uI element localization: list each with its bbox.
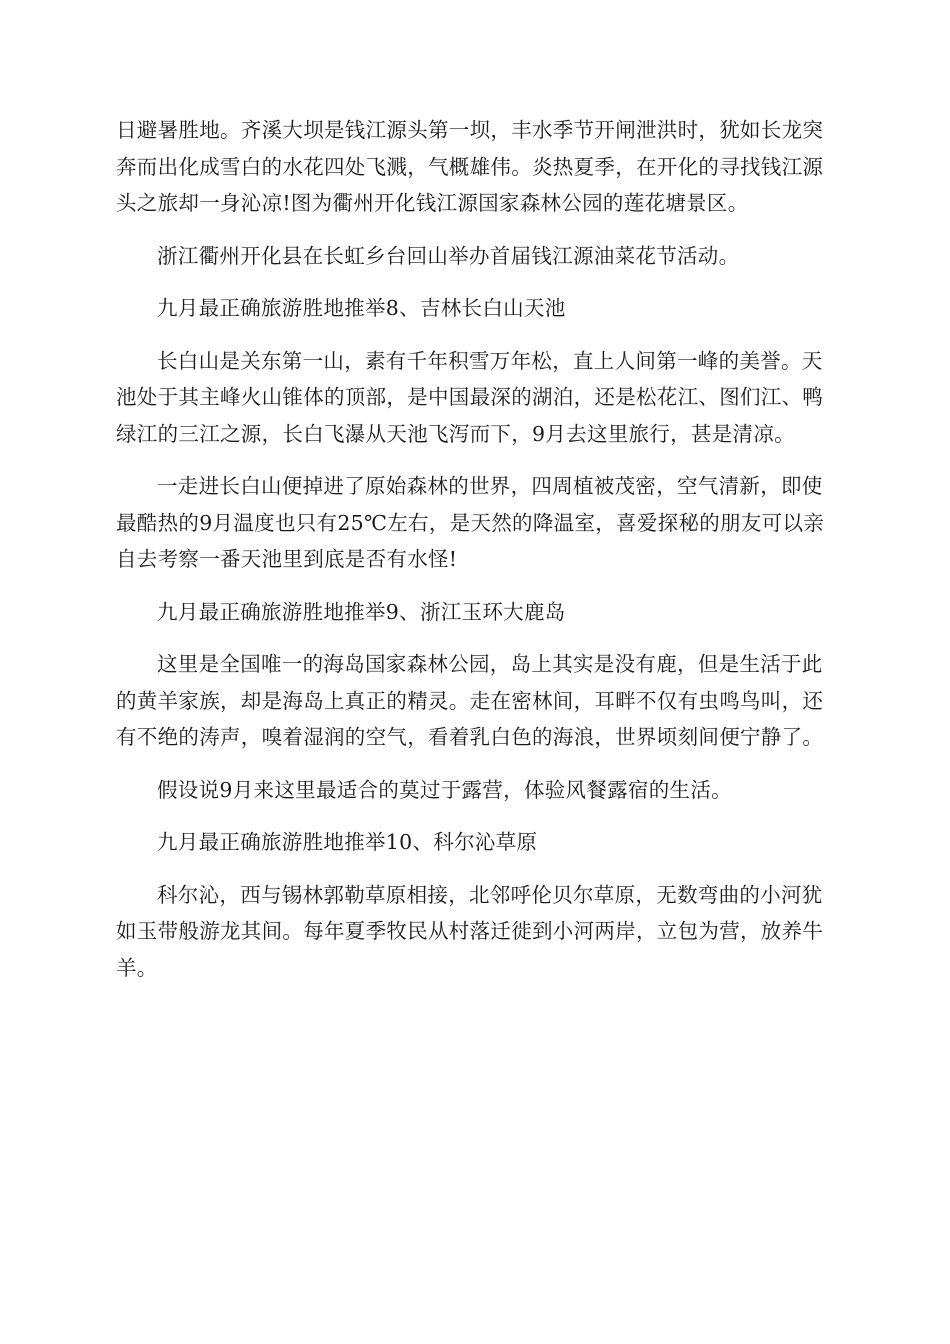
- heading-recommendation-10: 九月最正确旅游胜地推举10、科尔沁草原: [157, 830, 538, 854]
- paragraph-rapeseed-festival: 浙江衢州开化县在长虹乡台回山举办首届钱江源油菜花节活动。: [157, 243, 740, 268]
- paragraph-camping: 假设说9月来这里最适合的莫过于露营，体验风餐露宿的生活。: [157, 777, 732, 802]
- heading-recommendation-8: 九月最正确旅游胜地推举8、吉林长白山天池: [157, 296, 566, 320]
- document-body: [116, 112, 836, 986]
- paragraph-changbai-forest: 一走进长白山便掉进了原始森林的世界，四周植被茂密，空气清新，即使最酷热的9月温度也只有25℃左右，是天然的降温室，喜爱探秘的朋友可以亲自去考察一番天池里到底是否有水怪!: [116, 474, 825, 571]
- paragraph-horqin: 科尔沁，西与锡林郭勒草原相接，北邻呼伦贝尔草原，无数弯曲的小河犹如玉带般游龙其间。每年夏季牧民从村落迁徙到小河两岸，立包为营，放养牛羊。: [116, 882, 824, 980]
- paragraph-changbai-intro: 长白山是关东第一山，素有千年积雪万年松，直上人间第一峰的美誉。天池处于其主峰火山锥体的顶部，是中国最深的湖泊，还是松花江、图们江、鸭绿江的三江之源，长白飞瀑从天池飞泻而下，9月去这里旅行，甚是清凉。: [116, 348, 824, 446]
- heading-recommendation-9: 九月最正确旅游胜地推举9、浙江玉环大鹿岛: [157, 599, 566, 624]
- paragraph-dalu-island: 这里是全国唯一的海岛国家森林公园，岛上其实是没有鹿，但是生活于此的黄羊家族，却是海岛上真正的精灵。走在密林间，耳畔不仅有虫鸣鸟叫，还有不绝的涛声，嗅着湿润的空气，看着乳白色的海浪，世界顷刻间便宁静了。: [116, 652, 824, 749]
- paragraph-qianjiang-dam: 日避暑胜地。齐溪大坝是钱江源头第一坝，丰水季节开闸泄洪时，犹如长龙突奔而出化成雪白的水花四处飞溅，气概雄伟。炎热夏季，在开化的寻找钱江源头之旅却一身沁凉!图为衢州开化钱江源国家森林公园的莲花塘景区。: [116, 118, 824, 215]
